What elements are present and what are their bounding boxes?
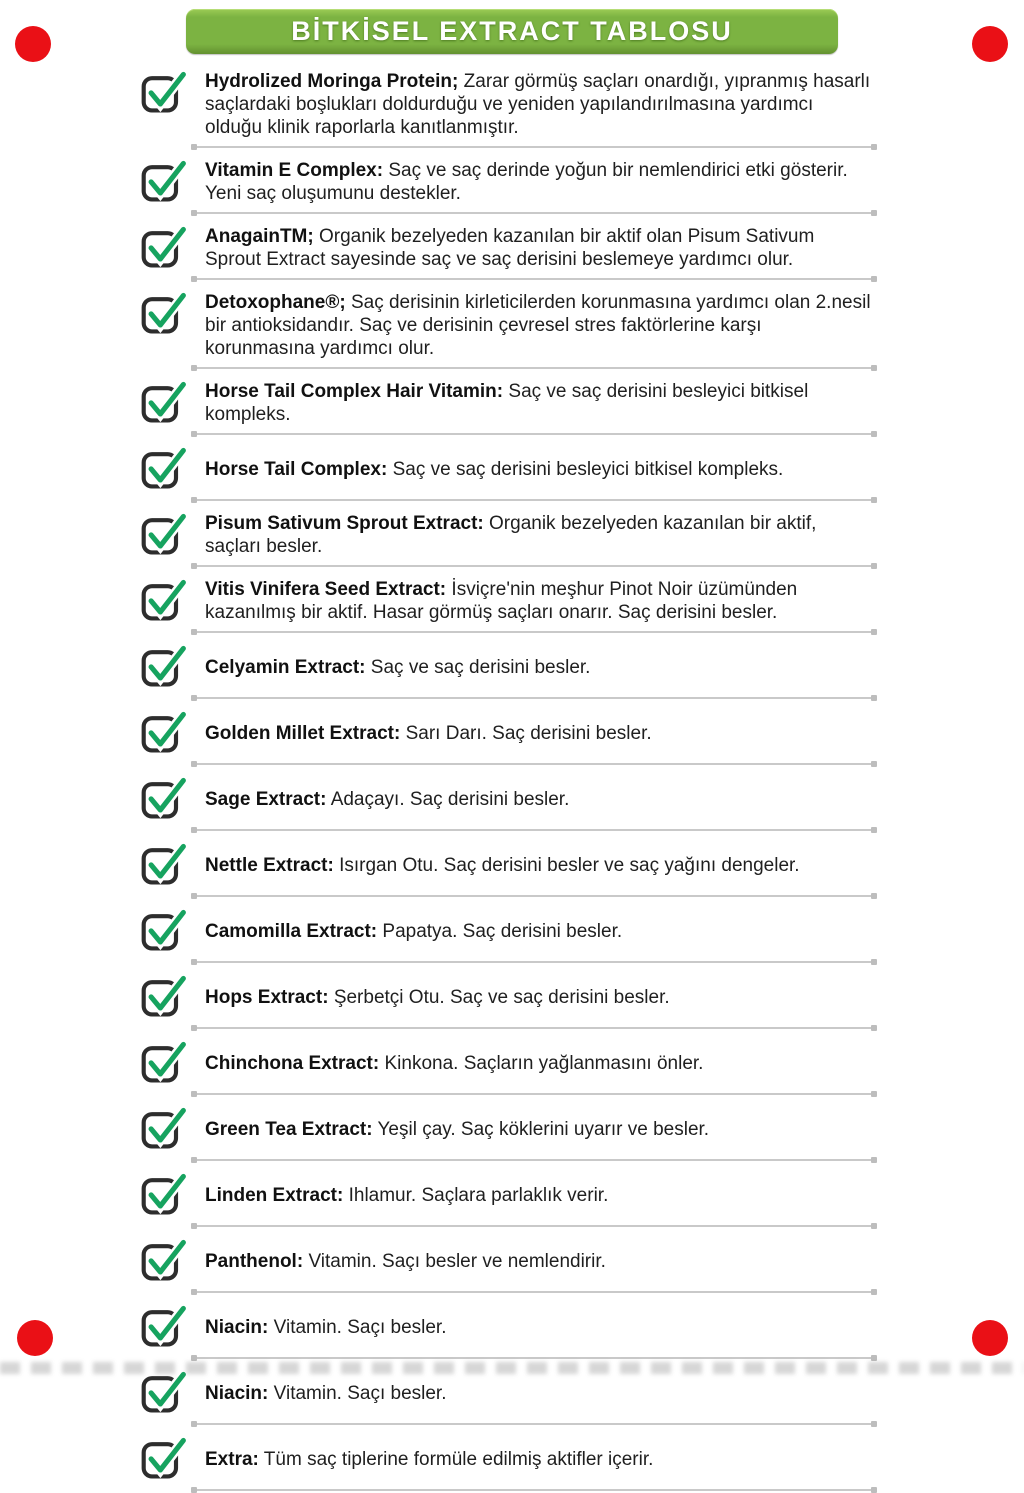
extract-description: Yeşil çay. Saç köklerini uyarır ve besler. bbox=[377, 1118, 710, 1140]
red-dot-bottom-right bbox=[972, 1320, 1008, 1356]
extract-name: Chinchona Extract: bbox=[205, 1052, 380, 1074]
list-item-text bbox=[205, 159, 874, 205]
list-item-text bbox=[205, 578, 874, 624]
list-item-text bbox=[205, 380, 874, 426]
list-item-text bbox=[205, 225, 874, 271]
list-item-text bbox=[205, 1448, 653, 1471]
red-dot-bottom-left bbox=[17, 1320, 53, 1356]
extract-name: AnagainTM; bbox=[205, 226, 314, 247]
list-item bbox=[140, 1036, 874, 1086]
list-item-text bbox=[205, 1382, 447, 1405]
extract-name: Vitis Vinifera Seed Extract: bbox=[205, 579, 447, 600]
extract-name: Hydrolized Moringa Protein; bbox=[205, 71, 459, 92]
checkbox-checked-icon bbox=[140, 1104, 188, 1152]
extract-name: Niacin: bbox=[205, 1316, 269, 1338]
checkbox-checked-icon bbox=[140, 444, 188, 492]
separator bbox=[194, 697, 874, 699]
extract-description: Vitamin. Saçı besler. bbox=[273, 1382, 447, 1404]
extract-description: Tüm saç tiplerine formüle edilmiş aktifler içerir. bbox=[263, 1448, 654, 1470]
checkbox-checked-icon bbox=[140, 378, 188, 426]
list-item-text bbox=[205, 1118, 709, 1141]
list-item bbox=[140, 574, 874, 624]
separator bbox=[194, 631, 874, 633]
list-item bbox=[140, 904, 874, 954]
herbal-extract-table-page bbox=[0, 9, 1024, 1470]
separator bbox=[194, 1357, 874, 1359]
separator bbox=[194, 1093, 874, 1095]
list-item bbox=[140, 706, 874, 756]
red-dot-top-left bbox=[15, 26, 51, 62]
extract-name: Extra: bbox=[205, 1448, 259, 1470]
extract-description: Ihlamur. Saçlara parlaklık verir. bbox=[348, 1184, 609, 1206]
table-header-bar bbox=[186, 9, 838, 54]
red-dot-top-right bbox=[972, 26, 1008, 62]
list-item-text bbox=[205, 458, 783, 481]
extract-name: Hops Extract: bbox=[205, 986, 329, 1008]
extract-name: Horse Tail Complex Hair Vitamin: bbox=[205, 381, 504, 402]
extract-description: Isırgan Otu. Saç derisini besler ve saç yağını dengeler. bbox=[339, 854, 800, 876]
extract-name: Celyamin Extract: bbox=[205, 656, 366, 678]
separator bbox=[194, 367, 874, 369]
checkbox-checked-icon bbox=[140, 642, 188, 690]
checkbox-checked-icon bbox=[140, 708, 188, 756]
list-item-text bbox=[205, 291, 874, 360]
separator bbox=[194, 212, 874, 214]
list-item-text bbox=[205, 70, 874, 139]
separator bbox=[194, 1159, 874, 1161]
checkbox-checked-icon bbox=[140, 972, 188, 1020]
checkbox-checked-icon bbox=[140, 774, 188, 822]
separator bbox=[194, 895, 874, 897]
list-item bbox=[140, 1234, 874, 1284]
checkbox-checked-icon bbox=[140, 223, 188, 271]
extract-name: Detoxophane®; bbox=[205, 292, 346, 313]
extract-description: Sarı Darı. Saç derisini besler. bbox=[405, 722, 652, 744]
extract-description: Vitamin. Saçı besler ve nemlendirir. bbox=[308, 1250, 606, 1272]
list-item-text bbox=[205, 722, 652, 745]
extract-description: Saç ve saç derisini besleyici bitkisel kompleks. bbox=[205, 381, 809, 425]
list-item bbox=[140, 221, 874, 271]
extract-description: İsviçre'nin meşhur Pinot Noir üzümünden kazanılmış bir aktif. Hasar görmüş saçları onarır. Saç derisini besler. bbox=[205, 579, 798, 623]
list-item-text bbox=[205, 1052, 703, 1075]
extract-description: Papatya. Saç derisini besler. bbox=[382, 920, 623, 942]
list-item bbox=[140, 772, 874, 822]
checkbox-checked-icon bbox=[140, 1434, 188, 1482]
separator bbox=[194, 278, 874, 280]
extract-name: Horse Tail Complex: bbox=[205, 458, 388, 480]
separator bbox=[194, 1225, 874, 1227]
extract-description: Saç derisinin kirleticilerden korunmasına yardımcı olan 2.nesil bir antioksidandır. Saç ve derisinin çevresel stres faktörlerine karşı korunmasına yardımcı olur. bbox=[205, 292, 871, 359]
separator bbox=[194, 829, 874, 831]
extract-description: Saç ve saç derisini besleyici bitkisel kompleks. bbox=[392, 458, 784, 480]
extract-list bbox=[140, 66, 874, 1491]
list-item bbox=[140, 1432, 874, 1482]
separator bbox=[194, 499, 874, 501]
separator bbox=[194, 1489, 874, 1491]
list-item-text bbox=[205, 512, 874, 558]
separator bbox=[194, 763, 874, 765]
checkbox-checked-icon bbox=[140, 68, 188, 116]
list-item-text bbox=[205, 1184, 608, 1207]
list-item-text bbox=[205, 1316, 447, 1339]
extract-name: Linden Extract: bbox=[205, 1184, 344, 1206]
checkbox-checked-icon bbox=[140, 510, 188, 558]
extract-name: Niacin: bbox=[205, 1382, 269, 1404]
checkbox-checked-icon bbox=[140, 1302, 188, 1350]
checkbox-checked-icon bbox=[140, 840, 188, 888]
list-item bbox=[140, 155, 874, 205]
extract-name: Vitamin E Complex: bbox=[205, 160, 384, 181]
checkbox-checked-icon bbox=[140, 1368, 188, 1416]
list-item-text bbox=[205, 920, 622, 943]
checkbox-checked-icon bbox=[140, 1170, 188, 1218]
extract-name: Camomilla Extract: bbox=[205, 920, 378, 942]
separator bbox=[194, 1423, 874, 1425]
extract-description: Zarar görmüş saçları onardığı, yıpranmış hasarlı saçlardaki boşlukları doldurduğu ve yeniden yapılandırılmasına yardımcı olduğu klinik raporlarla kanıtlanmıştır. bbox=[205, 71, 871, 138]
cropped-bottom-text-band bbox=[0, 1362, 1024, 1374]
extract-name: Golden Millet Extract: bbox=[205, 722, 401, 744]
separator bbox=[194, 433, 874, 435]
checkbox-checked-icon bbox=[140, 1038, 188, 1086]
extract-description: Saç ve saç derinde yoğun bir nemlendirici etki gösterir. Yeni saç oluşumunu destekler. bbox=[205, 160, 848, 204]
checkbox-checked-icon bbox=[140, 157, 188, 205]
list-item-text bbox=[205, 986, 670, 1009]
extract-name: Nettle Extract: bbox=[205, 854, 334, 876]
extract-description: Şerbetçi Otu. Saç ve saç derisini besler. bbox=[333, 986, 670, 1008]
list-item-text bbox=[205, 656, 590, 679]
separator bbox=[194, 961, 874, 963]
separator bbox=[194, 565, 874, 567]
extract-name: Sage Extract: bbox=[205, 788, 327, 810]
extract-name: Green Tea Extract: bbox=[205, 1118, 373, 1140]
list-item-text bbox=[205, 788, 569, 811]
list-item bbox=[140, 640, 874, 690]
list-item bbox=[140, 970, 874, 1020]
list-item bbox=[140, 508, 874, 558]
extract-description: Organik bezelyeden kazanılan bir aktif olan Pisum Sativum Sprout Extract sayesinde saç ve saç derisini beslemeye yardımcı olur. bbox=[205, 226, 815, 270]
list-item bbox=[140, 1300, 874, 1350]
checkbox-checked-icon bbox=[140, 906, 188, 954]
extract-description: Adaçayı. Saç derisini besler. bbox=[330, 788, 570, 810]
checkbox-checked-icon bbox=[140, 576, 188, 624]
list-item bbox=[140, 376, 874, 426]
page-title: BİTKİSEL EXTRACT TABLOSU bbox=[291, 16, 733, 46]
list-item bbox=[140, 287, 874, 360]
list-item bbox=[140, 838, 874, 888]
list-item-text bbox=[205, 1250, 606, 1273]
extract-name: Pisum Sativum Sprout Extract: bbox=[205, 513, 484, 534]
checkbox-checked-icon bbox=[140, 289, 188, 337]
list-item bbox=[140, 442, 874, 492]
extract-description: Saç ve saç derisini besler. bbox=[370, 656, 591, 678]
checkbox-checked-icon bbox=[140, 1236, 188, 1284]
list-item bbox=[140, 1168, 874, 1218]
extract-description: Vitamin. Saçı besler. bbox=[273, 1316, 447, 1338]
separator bbox=[194, 146, 874, 148]
separator bbox=[194, 1027, 874, 1029]
list-item bbox=[140, 1102, 874, 1152]
extract-description: Organik bezelyeden kazanılan bir aktif, saçları besler. bbox=[205, 513, 817, 557]
extract-name: Panthenol: bbox=[205, 1250, 304, 1272]
list-item-text bbox=[205, 854, 800, 877]
separator bbox=[194, 1291, 874, 1293]
list-item bbox=[140, 66, 874, 139]
extract-description: Kinkona. Saçların yağlanmasını önler. bbox=[384, 1052, 704, 1074]
